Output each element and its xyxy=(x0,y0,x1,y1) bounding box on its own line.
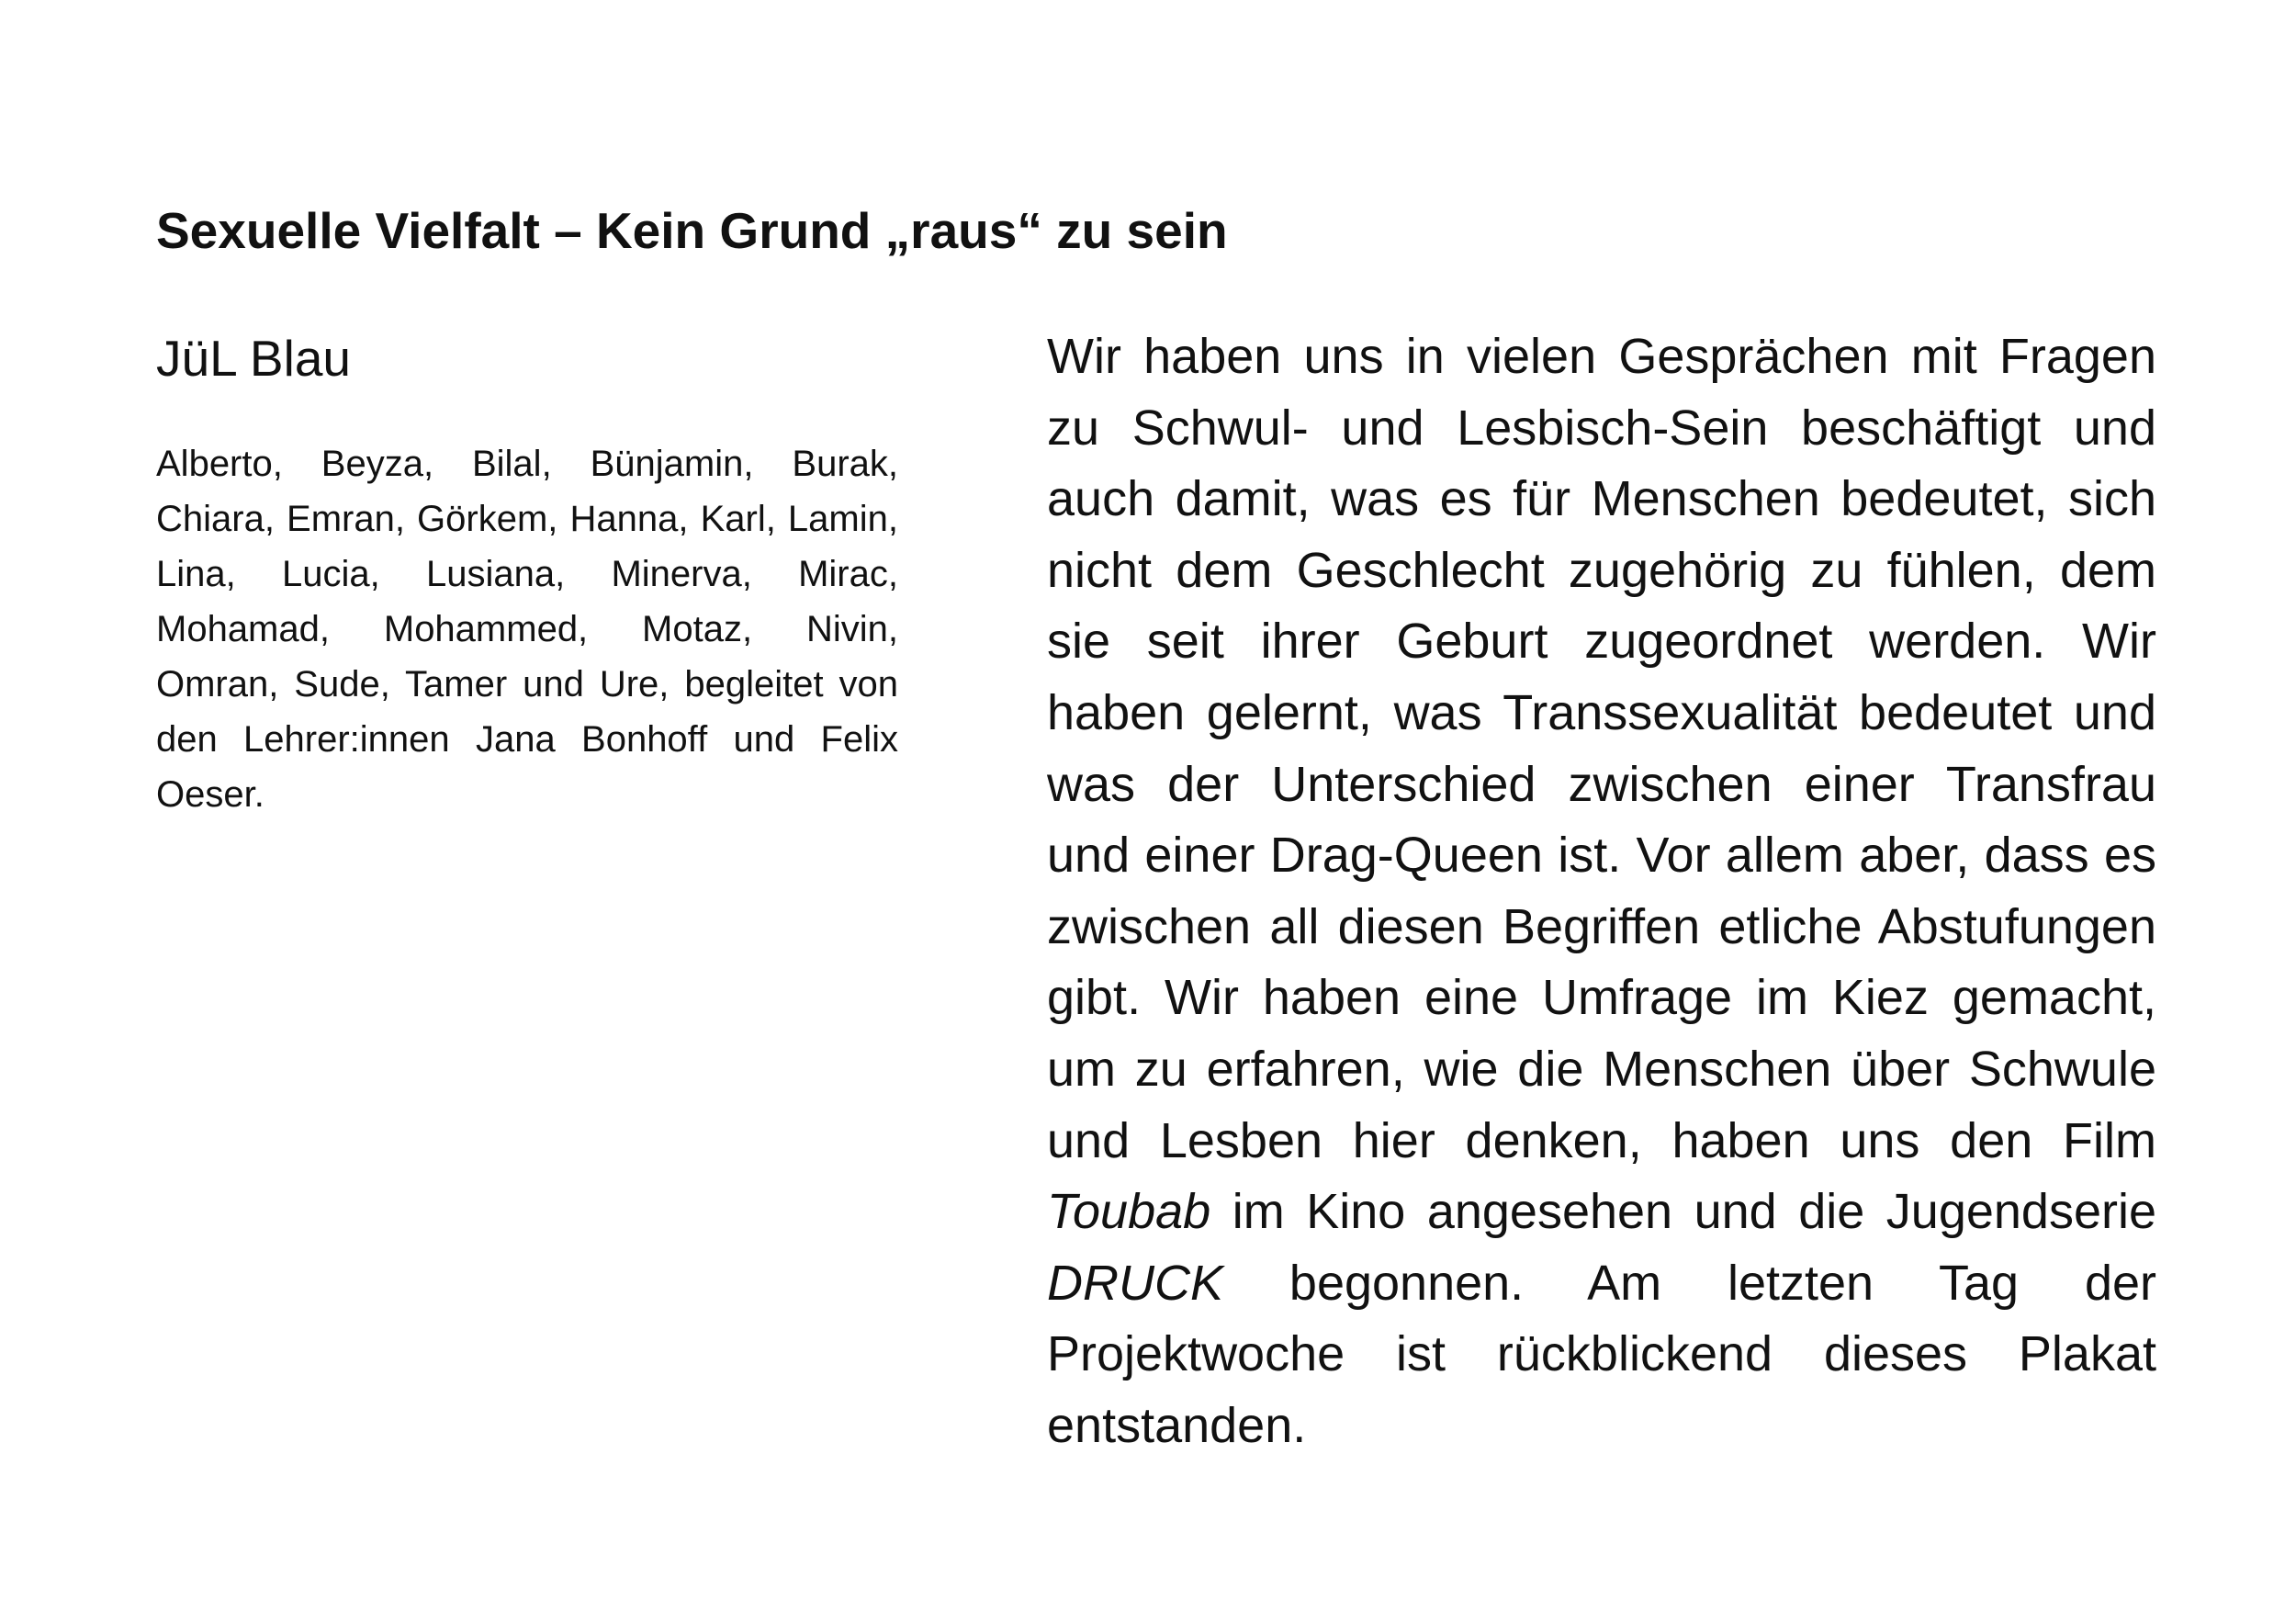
participants-list: Alberto, Beyza, Bilal, Bünjamin, Burak, Chiara, Emran, Görkem, Hanna, Karl, Lamin, Lina, Lucia, Lusiana, Minerva, Mirac, Mohamad, Mohammed, Motaz, Nivin, Omran, Sude, Tamer und Ure, begleitet von den Lehrer:innen Jana Bonhoff und Felix Oeser. xyxy=(156,444,898,815)
film-title: Toubab xyxy=(1047,1184,1211,1240)
body-text-part-2: im Kino angesehen und die Jugendserie xyxy=(1232,1184,2156,1240)
body-text xyxy=(1047,321,2156,1462)
page-title: Sexuelle Vielfalt – Kein Grund „raus“ zu sein xyxy=(156,202,1228,259)
group-name: JüL Blau xyxy=(156,330,351,387)
series-title: DRUCK xyxy=(1047,1255,1224,1311)
body-text-part-3: begonnen. Am letzten Tag der Projektwoche ist rückblickend dieses Plakat entstanden. xyxy=(1047,1255,2156,1453)
body-text-part-1: Wir haben uns in vielen Gesprächen mit Fragen zu Schwul- und Lesbisch-Sein beschäftigt und auch damit, was es für Menschen bedeutet, sich nicht dem Geschlecht zugehörig zu fühlen, dem sie seit ihrer Geburt zugeordnet werden. Wir haben gelernt, was Transsexualität bedeutet und was der Unterschied zwischen einer Transfrau und einer Drag-Queen ist. Vor allem aber, dass es zwischen all diesen Begriffen etliche Abstufungen gibt. Wir haben eine Umfrage im Kiez gemacht, um zu erfahren, wie die Menschen über Schwule und Lesben hier denken, haben uns den Film xyxy=(1047,329,2156,1168)
group-info xyxy=(156,326,898,822)
